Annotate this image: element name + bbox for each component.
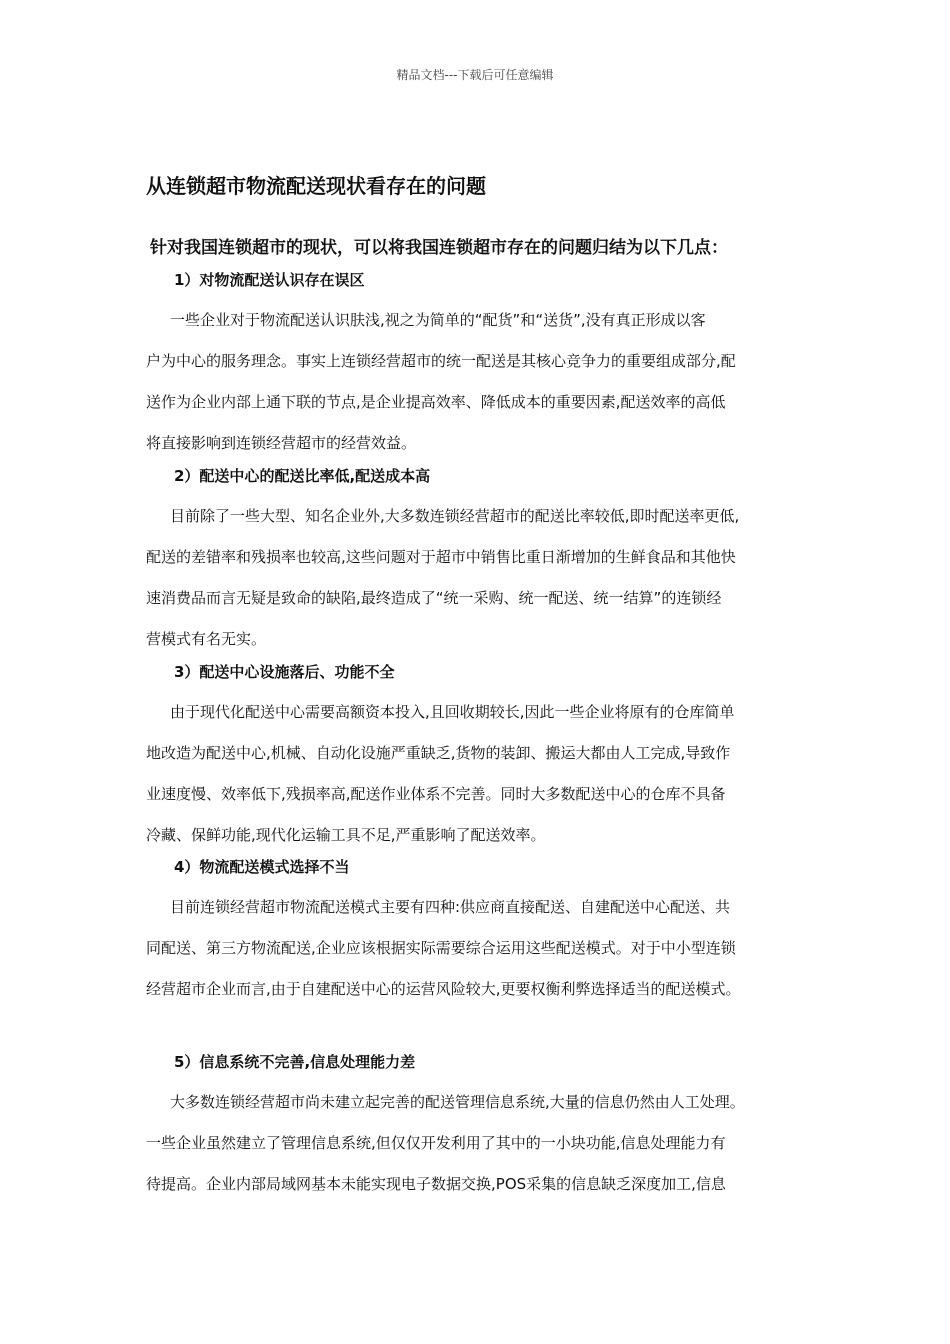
paragraph-line: 由于现代化配送中心需要高额资本投入,且回收期较长,因此一些企业将原有的仓库简单 [170, 703, 735, 721]
paragraph-line: 目前连锁经营超市物流配送模式主要有四种:供应商直接配送、自建配送中心配送、共 [170, 898, 731, 916]
paragraph-line: 业速度慢、效率低下,残损率高,配送作业体系不完善。同时大多数配送中心的仓库不具备 [146, 785, 726, 803]
paragraph-line: 配送的差错率和残损率也较高,这些问题对于超市中销售比重日渐增加的生鲜食品和其他快 [146, 548, 736, 566]
section-heading: 2）配送中心的配送比率低,配送成本高 [174, 467, 431, 485]
section-2 [146, 464, 822, 660]
paragraph-line: 营模式有名无实。 [146, 630, 267, 648]
section-4 [146, 855, 822, 1010]
paragraph-line: 同配送、第三方物流配送,企业应该根据实际需要综合运用这些配送模式。对于中小型连锁 [146, 939, 736, 957]
paragraph-line: 大多数连锁经营超市尚未建立起完善的配送管理信息系统,大量的信息仍然由人工处理。 [170, 1093, 745, 1111]
paragraph-line: 经营超市企业而言,由于自建配送中心的运营风险较大,更要权衡利弊选择适当的配送模式。 [146, 980, 741, 998]
intro-sentence: 针对我国连锁超市的现状，可以将我国连锁超市存在的问题归结为以下几点： [150, 238, 728, 258]
header-note: 精品文档---下载后可任意编辑 [396, 68, 554, 82]
document-title: 从连锁超市物流配送现状看存在的问题 [146, 174, 486, 198]
paragraph-line: 目前除了一些大型、知名企业外,大多数连锁经营超市的配送比率较低,即时配送率更低, [170, 507, 740, 525]
section-5 [146, 1050, 822, 1205]
section-1 [146, 268, 822, 464]
paragraph-line: 冷藏、保鲜功能,现代化运输工具不足,严重影响了配送效率。 [146, 826, 546, 844]
paragraph-line: 地改造为配送中心,机械、自动化设施严重缺乏,货物的装卸、搬运大都由人工完成,导致作 [146, 744, 731, 762]
paragraph-line: 速消费品而言无疑是致命的缺陷,最终造成了“统一采购、统一配送、统一结算”的连锁经 [146, 589, 722, 607]
section-heading: 3）配送中心设施落后、功能不全 [174, 663, 395, 681]
section-heading: 5）信息系统不完善,信息处理能力差 [174, 1053, 416, 1071]
paragraph-line: 送作为企业内部上通下联的节点,是企业提高效率、降低成本的重要因素,配送效率的高低 [146, 393, 726, 411]
section-heading: 1）对物流配送认识存在误区 [174, 271, 365, 289]
paragraph-line: 一些企业对于物流配送认识肤浅,视之为简单的“配货”和“送货”,没有真正形成以客 [170, 311, 706, 329]
section-heading: 4）物流配送模式选择不当 [174, 858, 350, 876]
paragraph-line: 一些企业虽然建立了管理信息系统,但仅仅开发利用了其中的一小块功能,信息处理能力有 [146, 1134, 726, 1152]
paragraph-line: 户为中心的服务理念。事实上连锁经营超市的统一配送是其核心竞争力的重要组成部分,配 [146, 352, 736, 370]
section-3 [146, 660, 822, 856]
paragraph-line: 待提高。企业内部局域网基本未能实现电子数据交换,POS采集的信息缺乏深度加工,信息 [146, 1175, 726, 1193]
paragraph-line: 将直接影响到连锁经营超市的经营效益。 [146, 434, 417, 452]
